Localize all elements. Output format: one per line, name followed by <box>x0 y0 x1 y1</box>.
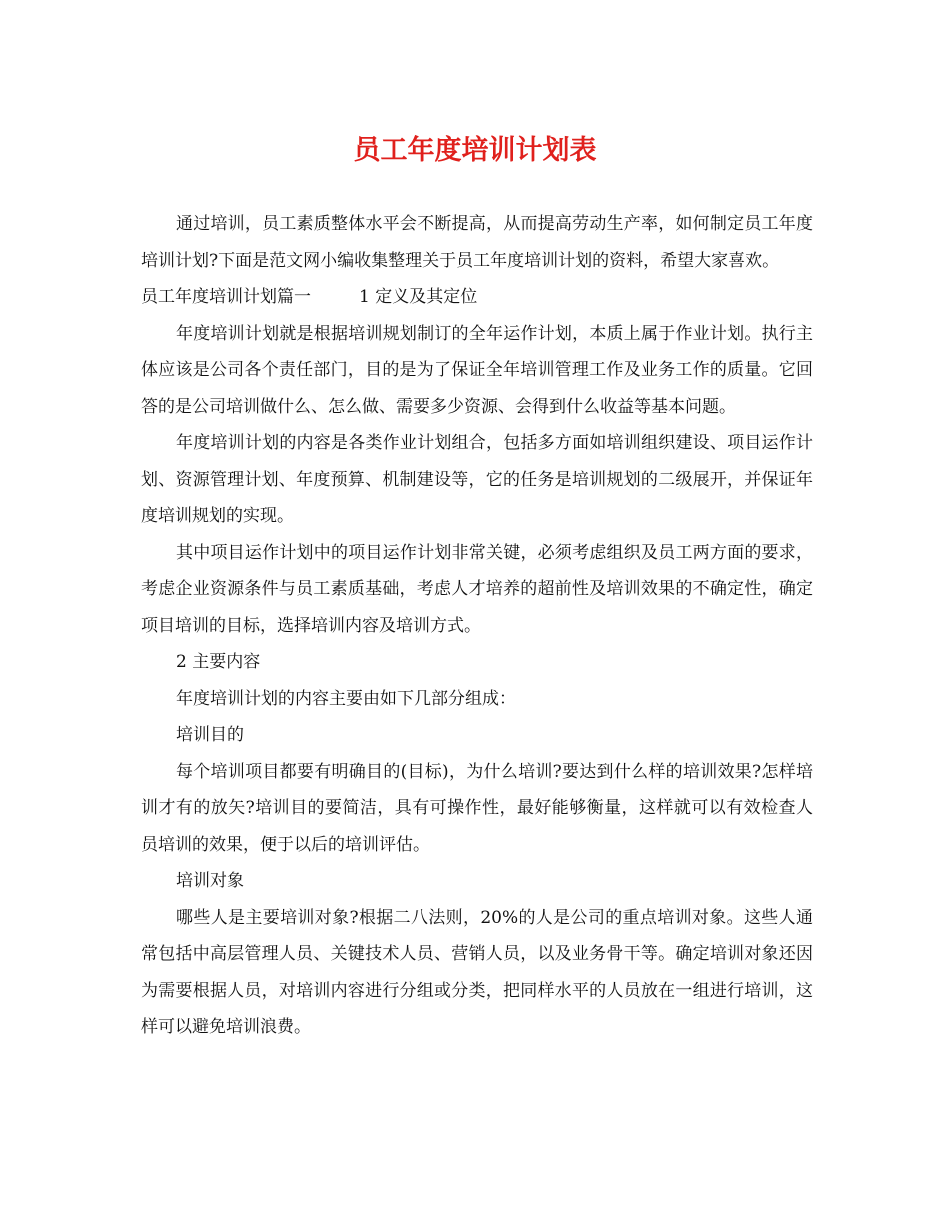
section-1-heading <box>141 279 813 316</box>
document-body <box>141 206 813 1046</box>
paragraph-content: 年度培训计划的内容是各类作业计划组合，包括多方面如培训组织建设、项目运作计划、资源管理计划、年度预算、机制建设等，它的任务是培训规划的二级展开，并保证年度培训规划的实现。 <box>141 433 813 526</box>
heading-training-target: 培训对象 <box>176 871 244 891</box>
document-title: 员工年度培训计划表 <box>353 135 597 166</box>
section-1-title: 1 定义及其定位 <box>359 287 478 307</box>
paragraph-composition: 年度培训计划的内容主要由如下几部分组成： <box>176 688 516 709</box>
heading-training-goal: 培训目的 <box>176 725 244 745</box>
paragraph-project: 其中项目运作计划中的项目运作计划非常关键，必须考虑组织及员工两方面的要求，考虑企业资源条件与员工素质基础，考虑人才培养的超前性及培训效果的不确定性，确定项目培训的目标，选择培训内容及培训方式。 <box>141 542 813 636</box>
paragraph-training-goal: 每个培训项目都要有明确目的(目标)，为什么培训?要达到什么样的培训效果?怎样培训才有的放矢?培训目的要简洁，具有可操作性，最好能够衡量，这样就可以有效检查人员培训的效果，便于以后的培训评估。 <box>141 761 813 855</box>
paragraph-training-target: 哪些人是主要培训对象?根据二八法则，20%的人是公司的重点培训对象。这些人通常包括中高层管理人员、关键技术人员、营销人员，以及业务骨干等。确定培训对象还因为需要根据人员，对培训内容进行分组或分类，把同样水平的人员放在一组进行培训，这样可以避免培训浪费。 <box>141 907 813 1037</box>
section-1-label: 员工年度培训计划篇一 <box>141 287 311 307</box>
section-2-heading: 2 主要内容 <box>176 652 261 672</box>
intro-paragraph: 通过培训，员工素质整体水平会不断提高，从而提高劳动生产率，如何制定员工年度培训计划?下面是范文网小编收集整理关于员工年度培训计划的资料，希望大家喜欢。 <box>141 214 813 271</box>
paragraph-definition: 年度培训计划就是根据培训规划制订的全年运作计划，本质上属于作业计划。执行主体应该是公司各个责任部门，目的是为了保证全年培训管理工作及业务工作的质量。它回答的是公司培训做什么、怎么做、需要多少资源、会得到什么收益等基本问题。 <box>141 323 813 417</box>
